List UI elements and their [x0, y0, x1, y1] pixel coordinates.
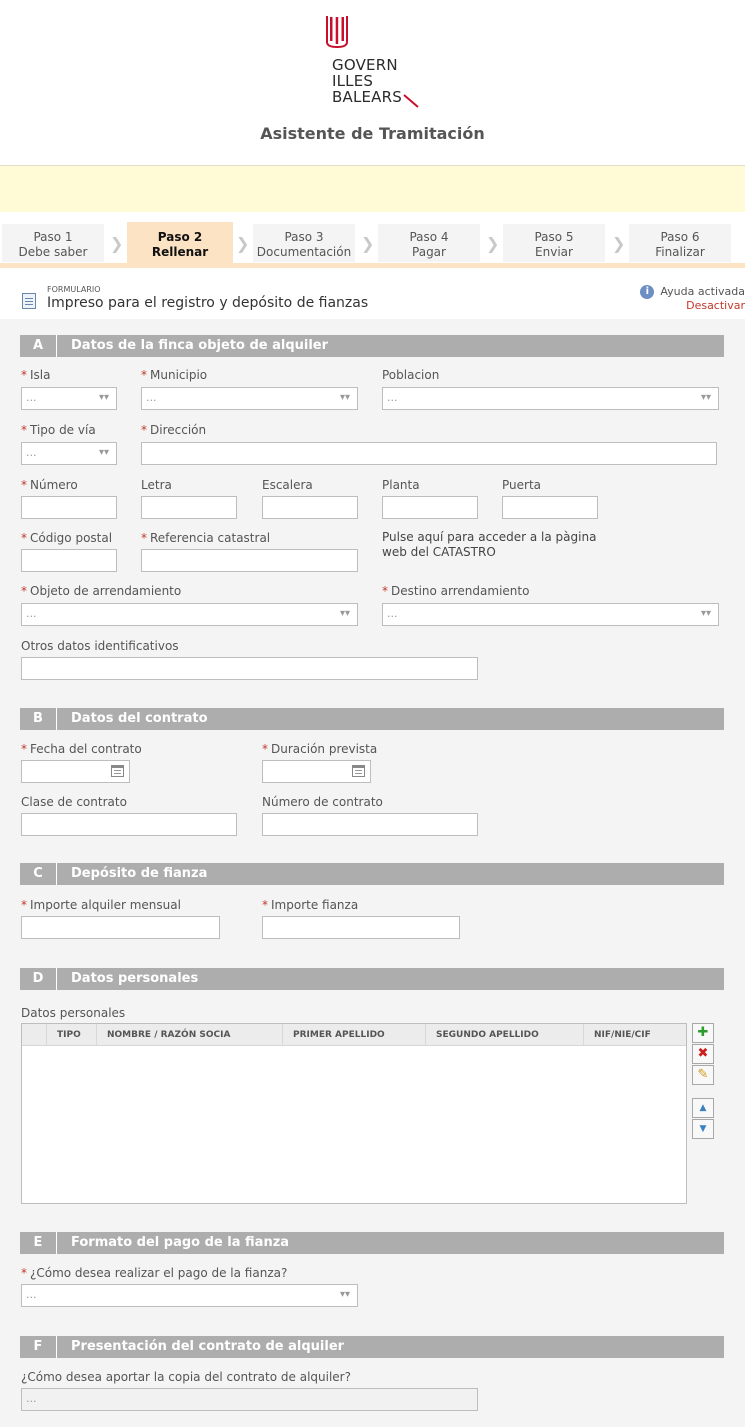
chevron-down-icon: ▾▾: [339, 608, 350, 619]
help-status: Ayuda activada: [660, 285, 745, 298]
copia-contrato-label: ¿Cómo desea aportar la copia del contrato de alquiler?: [21, 1370, 351, 1384]
planta-input[interactable]: [382, 496, 478, 519]
section-f-letter: F: [20, 1336, 57, 1358]
direccion-input[interactable]: [141, 442, 717, 465]
section-f-title: Presentación del contrato de alquiler: [71, 1339, 345, 1354]
section-b-letter: B: [20, 708, 57, 730]
copia-contrato-select[interactable]: ...: [21, 1388, 478, 1411]
isla-select[interactable]: ... ▾▾: [21, 387, 117, 410]
pencil-icon: ✎: [697, 1067, 709, 1082]
step-3-label: Documentación: [256, 245, 352, 259]
edit-row-button[interactable]: [692, 1065, 714, 1085]
section-a-title: Datos de la finca objeto de alquiler: [71, 338, 329, 353]
numero-label: * Número: [21, 478, 78, 492]
duracion-prevista-label: * Duración prevista: [262, 742, 378, 756]
codigo-postal-input[interactable]: [21, 549, 117, 572]
chevron-right-icon: ❯: [236, 234, 250, 253]
poblacion-label: Poblacion: [382, 368, 440, 382]
section-c-header: [20, 863, 724, 885]
chevron-right-icon: ❯: [361, 234, 375, 253]
importe-alquiler-input[interactable]: [21, 916, 220, 939]
section-f-header: [20, 1336, 724, 1358]
step-1-label: Debe saber: [18, 245, 88, 259]
otros-datos-label: Otros datos identificativos: [21, 639, 179, 653]
chevron-down-icon: ▾▾: [98, 392, 109, 403]
importe-fianza-input[interactable]: [262, 916, 460, 939]
municipio-select[interactable]: ... ▾▾: [141, 387, 358, 410]
form-title: Impreso para el registro y depósito de fianzas: [47, 295, 369, 311]
section-c-title: Depósito de fianza: [71, 866, 208, 881]
arrow-down-icon: ▼: [699, 1124, 707, 1134]
app-title: Asistente de Tramitación: [260, 124, 485, 143]
section-b-header: [20, 708, 724, 730]
numero-contrato-input[interactable]: [262, 813, 478, 836]
section-d-title: Datos personales: [71, 971, 199, 986]
plus-icon: ✚: [697, 1025, 709, 1040]
numero-input[interactable]: [21, 496, 117, 519]
column-tipo[interactable]: TIPO: [46, 1024, 96, 1046]
section-a-letter: A: [20, 335, 57, 357]
section-d-letter: D: [20, 968, 57, 990]
chevron-right-icon: ❯: [486, 234, 500, 253]
letra-input[interactable]: [141, 496, 237, 519]
importe-alquiler-label: * Importe alquiler mensual: [21, 898, 181, 912]
chevron-down-icon: ▾▾: [98, 447, 109, 458]
step-6-number: Paso 6: [660, 230, 700, 244]
destino-arrendamiento-label: * Destino arrendamiento: [382, 584, 530, 598]
chevron-down-icon: ▾▾: [700, 392, 711, 403]
importe-fianza-label: * Importe fianza: [262, 898, 359, 912]
pago-fianza-label: * ¿Cómo desea realizar el pago de la fianza?: [21, 1266, 288, 1280]
chevron-down-icon: ▾▾: [339, 392, 350, 403]
section-a-header: [20, 335, 724, 357]
clase-contrato-label: Clase de contrato: [21, 795, 127, 809]
poblacion-select[interactable]: ... ▾▾: [382, 387, 719, 410]
table-header: [22, 1024, 686, 1046]
section-e-letter: E: [20, 1232, 57, 1254]
escalera-label: Escalera: [262, 478, 313, 492]
datos-personales-label: Datos personales: [21, 1006, 126, 1020]
section-e-title: Formato del pago de la fianza: [71, 1235, 290, 1250]
column-nombre[interactable]: NOMBRE / RAZÓN SOCIA: [96, 1024, 282, 1046]
puerta-input[interactable]: [502, 496, 598, 519]
section-b-title: Datos del contrato: [71, 711, 208, 726]
otros-datos-input[interactable]: [21, 657, 478, 680]
catastro-link-line-2: web del CATASTRO: [382, 545, 496, 559]
datos-personales-table[interactable]: [21, 1023, 687, 1204]
pago-fianza-select[interactable]: ... ▾▾: [21, 1284, 358, 1307]
referencia-catastral-label: * Referencia catastral: [141, 531, 271, 545]
arrow-up-icon: ▲: [699, 1103, 707, 1113]
step-3-number: Paso 3: [284, 230, 324, 244]
letra-label: Letra: [141, 478, 172, 492]
step-2-number: Paso 2: [157, 230, 203, 244]
objeto-arrendamiento-label: * Objeto de arrendamiento: [21, 584, 182, 598]
destino-arrendamiento-select[interactable]: ... ▾▾: [382, 603, 719, 626]
clase-contrato-input[interactable]: [21, 813, 237, 836]
delete-row-button[interactable]: [692, 1044, 714, 1064]
calendar-icon[interactable]: [352, 765, 365, 777]
section-c-letter: C: [20, 863, 57, 885]
info-icon: i: [640, 285, 654, 299]
form-section-label: FORMULARIO: [47, 285, 101, 294]
step-5-number: Paso 5: [534, 230, 574, 244]
section-d-header: [20, 968, 724, 990]
column-nif[interactable]: NIF/NIE/CIF: [583, 1024, 686, 1046]
move-down-button[interactable]: [692, 1119, 714, 1139]
chevron-right-icon: ❯: [110, 234, 124, 253]
logo-line-2: ILLES: [332, 72, 374, 90]
objeto-arrendamiento-select[interactable]: ... ▾▾: [21, 603, 358, 626]
add-row-button[interactable]: [692, 1023, 714, 1043]
delete-icon: ✖: [697, 1046, 709, 1061]
planta-label: Planta: [382, 478, 420, 492]
step-2-label: Rellenar: [151, 245, 209, 259]
calendar-icon[interactable]: [111, 765, 124, 777]
help-disable-link[interactable]: Desactivar: [686, 299, 745, 312]
referencia-catastral-input[interactable]: [141, 549, 358, 572]
logo-line-1: GOVERN: [332, 56, 398, 74]
section-e-header: [20, 1232, 724, 1254]
column-primer-apellido[interactable]: PRIMER APELLIDO: [282, 1024, 425, 1046]
municipio-label: * Municipio: [141, 368, 208, 382]
chevron-right-icon: ❯: [612, 234, 626, 253]
chevron-down-icon: ▾▾: [700, 608, 711, 619]
catastro-link-line-1: Pulse aquí para acceder a la pàgina: [382, 530, 597, 544]
step-4-label: Pagar: [412, 245, 446, 259]
direccion-label: * Dirección: [141, 423, 207, 437]
puerta-label: Puerta: [502, 478, 542, 492]
step-4-number: Paso 4: [409, 230, 449, 244]
tipo-via-label: * Tipo de vía: [21, 423, 96, 437]
codigo-postal-label: * Código postal: [21, 531, 113, 545]
step-5-label: Enviar: [535, 245, 573, 259]
fecha-contrato-label: * Fecha del contrato: [21, 742, 142, 756]
numero-contrato-label: Número de contrato: [262, 795, 383, 809]
move-up-button[interactable]: [692, 1098, 714, 1118]
tipo-via-select[interactable]: ... ▾▾: [21, 442, 117, 465]
catastro-link[interactable]: [382, 530, 632, 560]
fecha-contrato-input[interactable]: [21, 760, 130, 783]
column-segundo-apellido[interactable]: SEGUNDO APELLIDO: [425, 1024, 583, 1046]
logo-line-3: BALEARS: [332, 88, 402, 106]
isla-label: * Isla: [21, 368, 51, 382]
step-6-label: Finalizar: [655, 245, 705, 259]
duracion-prevista-input[interactable]: [262, 760, 371, 783]
step-1-number: Paso 1: [33, 230, 73, 244]
chevron-down-icon: ▾▾: [339, 1289, 350, 1300]
escalera-input[interactable]: [262, 496, 358, 519]
